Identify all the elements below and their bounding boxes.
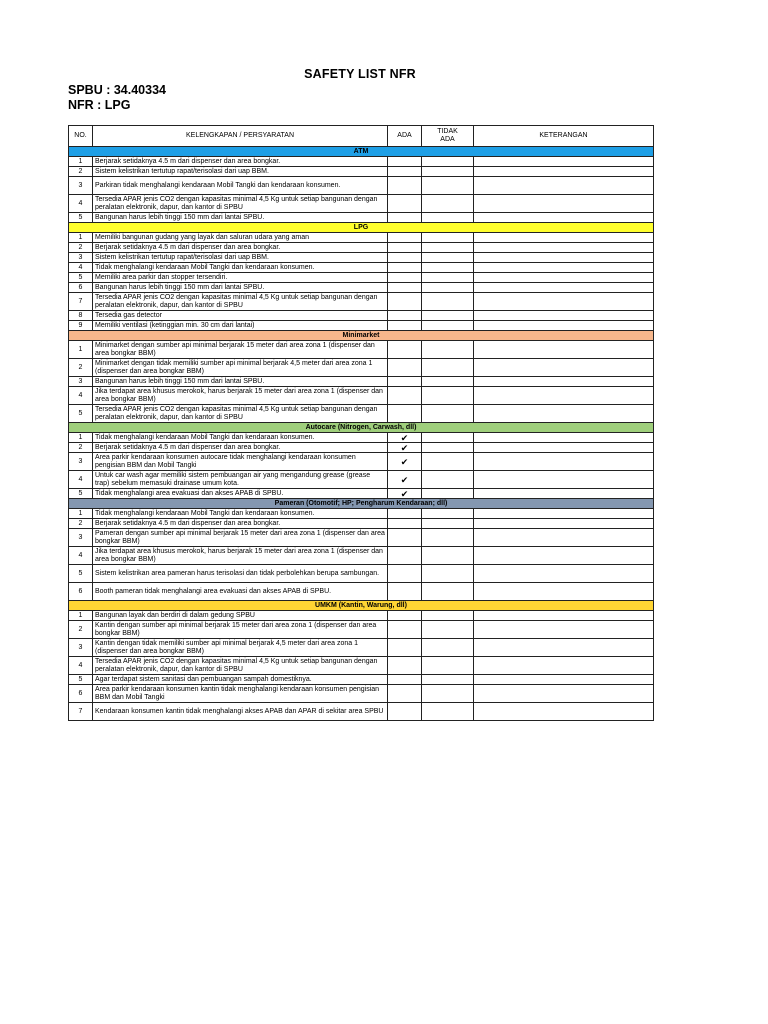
- table-row: [69, 233, 654, 243]
- table-row: [69, 167, 654, 177]
- table-row: [69, 453, 654, 471]
- section-title: Autocare (Nitrogen, Carwash, dll): [69, 423, 654, 433]
- row-number: 4: [69, 387, 93, 405]
- keterangan-cell: [474, 703, 654, 721]
- keterangan-cell: [474, 273, 654, 283]
- tidak-ada-cell: [422, 433, 474, 443]
- ada-cell: [388, 177, 422, 195]
- keterangan-cell: [474, 233, 654, 243]
- section-title: LPG: [69, 223, 654, 233]
- tidak-ada-cell: [422, 341, 474, 359]
- table-row: [69, 433, 654, 443]
- ada-cell: [388, 195, 422, 213]
- keterangan-cell: [474, 433, 654, 443]
- header-ada: ADA: [388, 126, 422, 147]
- ada-cell: [388, 611, 422, 621]
- row-requirement: Berjarak setidaknya 4.5 m dari dispenser dan area bongkar.: [93, 243, 388, 253]
- table-row: [69, 283, 654, 293]
- keterangan-cell: [474, 657, 654, 675]
- keterangan-cell: [474, 471, 654, 489]
- ada-cell: [388, 685, 422, 703]
- row-number: 3: [69, 177, 93, 195]
- row-number: 2: [69, 519, 93, 529]
- ada-cell: [388, 273, 422, 283]
- tidak-ada-cell: [422, 443, 474, 453]
- keterangan-cell: [474, 639, 654, 657]
- row-requirement: Area parkir kendaraan konsumen autocare tidak menghalangi kendaraan konsumen pengisian BBM dan Mobil Tangki: [93, 453, 388, 471]
- tidak-ada-cell: [422, 675, 474, 685]
- row-requirement: Memiliki area parkir dan stopper tersendiri.: [93, 273, 388, 283]
- row-number: 1: [69, 233, 93, 243]
- row-number: 5: [69, 675, 93, 685]
- spbu-number: SPBU : 34.40334: [68, 83, 166, 97]
- table-row: [69, 387, 654, 405]
- tidak-ada-cell: [422, 405, 474, 423]
- section-header-row: [69, 223, 654, 233]
- row-requirement: Sistem kelistrikan tertutup rapat/terisolasi dari uap BBM.: [93, 167, 388, 177]
- header-no: NO.: [69, 126, 93, 147]
- tidak-ada-cell: [422, 529, 474, 547]
- table-body: [69, 147, 654, 721]
- row-requirement: Tidak menghalangi area evakuasi dan akses APAB di SPBU.: [93, 489, 388, 499]
- ada-cell: [388, 293, 422, 311]
- keterangan-cell: [474, 311, 654, 321]
- tidak-ada-cell: [422, 565, 474, 583]
- keterangan-cell: [474, 293, 654, 311]
- row-number: 1: [69, 157, 93, 167]
- keterangan-cell: [474, 243, 654, 253]
- section-title: Pameran (Otomotif; HP; Pengharum Kendaraan; dll): [69, 499, 654, 509]
- ada-cell: [388, 489, 422, 499]
- safety-checklist-table: [68, 125, 654, 721]
- keterangan-cell: [474, 253, 654, 263]
- keterangan-cell: [474, 157, 654, 167]
- row-number: 3: [69, 253, 93, 263]
- row-requirement: Memiliki bangunan gudang yang layak dan saluran udara yang aman: [93, 233, 388, 243]
- tidak-ada-cell: [422, 639, 474, 657]
- row-number: 5: [69, 273, 93, 283]
- ada-cell: [388, 341, 422, 359]
- keterangan-cell: [474, 263, 654, 273]
- ada-cell: [388, 263, 422, 273]
- row-number: 2: [69, 167, 93, 177]
- table-row: [69, 177, 654, 195]
- header-requirement: KELENGKAPAN / PERSYARATAN: [93, 126, 388, 147]
- keterangan-cell: [474, 675, 654, 685]
- table-row: [69, 195, 654, 213]
- keterangan-cell: [474, 377, 654, 387]
- ada-cell: [388, 233, 422, 243]
- table-row: [69, 529, 654, 547]
- tidak-ada-cell: [422, 489, 474, 499]
- row-requirement: Minimarket dengan sumber api minimal berjarak 15 meter dari area zona 1 (dispenser dan area bongkar BBM): [93, 341, 388, 359]
- table-row: [69, 675, 654, 685]
- row-number: 4: [69, 471, 93, 489]
- row-requirement: Memiliki ventilasi (ketinggian min. 30 cm dari lantai): [93, 321, 388, 331]
- tidak-ada-cell: [422, 509, 474, 519]
- row-number: 6: [69, 685, 93, 703]
- row-requirement: Tidak menghalangi kendaraan Mobil Tangki dan kendaraan konsumen.: [93, 509, 388, 519]
- keterangan-cell: [474, 621, 654, 639]
- checkmark-icon: ✔: [400, 474, 409, 485]
- row-number: 7: [69, 293, 93, 311]
- row-number: 5: [69, 213, 93, 223]
- checkmark-icon: ✔: [400, 488, 409, 499]
- row-number: 2: [69, 621, 93, 639]
- ada-cell: [388, 639, 422, 657]
- tidak-ada-cell: [422, 311, 474, 321]
- ada-cell: [388, 387, 422, 405]
- table-row: [69, 443, 654, 453]
- row-number: 1: [69, 341, 93, 359]
- tidak-ada-cell: [422, 321, 474, 331]
- row-requirement: Tersedia gas detector: [93, 311, 388, 321]
- row-requirement: Untuk car wash agar memiliki sistem pembuangan air yang mengandung grease (grease trap) sebelum memasuki drainase umum kota.: [93, 471, 388, 489]
- row-requirement: Kendaraan konsumen kantin tidak menghalangi akses APAB dan APAR di sekitar area SPBU: [93, 703, 388, 721]
- row-requirement: Booth pameran tidak menghalangi area evakuasi dan akses APAB di SPBU.: [93, 583, 388, 601]
- tidak-ada-cell: [422, 471, 474, 489]
- tidak-ada-cell: [422, 621, 474, 639]
- tidak-ada-cell: [422, 253, 474, 263]
- row-requirement: Jika terdapat area khusus merokok, harus berjarak 15 meter dari area zona 1 (dispenser dan area bongkar BBM): [93, 387, 388, 405]
- tidak-ada-cell: [422, 547, 474, 565]
- ada-cell: [388, 453, 422, 471]
- tidak-ada-cell: [422, 177, 474, 195]
- ada-cell: [388, 157, 422, 167]
- row-number: 2: [69, 243, 93, 253]
- row-requirement: Sistem kelistrikan tertutup rapat/terisolasi dari uap BBM.: [93, 253, 388, 263]
- ada-cell: [388, 621, 422, 639]
- keterangan-cell: [474, 453, 654, 471]
- row-number: 2: [69, 359, 93, 377]
- row-number: 3: [69, 529, 93, 547]
- table-row: [69, 213, 654, 223]
- table-row: [69, 405, 654, 423]
- tidak-ada-cell: [422, 195, 474, 213]
- keterangan-cell: [474, 509, 654, 519]
- table-row: [69, 489, 654, 499]
- document-title: SAFETY LIST NFR: [304, 67, 416, 81]
- ada-cell: [388, 703, 422, 721]
- ada-cell: [388, 547, 422, 565]
- row-requirement: Parkiran tidak menghalangi kendaraan Mobil Tangki dan kendaraan konsumen.: [93, 177, 388, 195]
- tidak-ada-cell: [422, 685, 474, 703]
- tidak-ada-cell: [422, 243, 474, 253]
- tidak-ada-cell: [422, 387, 474, 405]
- ada-cell: [388, 377, 422, 387]
- row-number: 8: [69, 311, 93, 321]
- row-number: 5: [69, 565, 93, 583]
- nfr-type: NFR : LPG: [68, 98, 131, 112]
- row-requirement: Berjarak setidaknya 4.5 m dari dispenser dan area bongkar.: [93, 519, 388, 529]
- table-row: [69, 341, 654, 359]
- row-number: 4: [69, 657, 93, 675]
- tidak-ada-cell: [422, 213, 474, 223]
- row-requirement: Kantin dengan tidak memiliki sumber api minimal berjarak 4,5 meter dari area zona 1 (dispenser dan area bongkar BBM): [93, 639, 388, 657]
- row-requirement: Tidak menghalangi kendaraan Mobil Tangki dan kendaraan konsumen.: [93, 263, 388, 273]
- row-number: 3: [69, 377, 93, 387]
- row-requirement: Berjarak setidaknya 4.5 m dari dispenser dan area bongkar.: [93, 157, 388, 167]
- keterangan-cell: [474, 321, 654, 331]
- section-header-row: [69, 601, 654, 611]
- section-header-row: [69, 499, 654, 509]
- keterangan-cell: [474, 583, 654, 601]
- ada-cell: [388, 675, 422, 685]
- table-row: [69, 685, 654, 703]
- ada-cell: [388, 253, 422, 263]
- ada-cell: [388, 243, 422, 253]
- ada-cell: [388, 529, 422, 547]
- tidak-ada-cell: [422, 359, 474, 377]
- tidak-ada-cell: [422, 611, 474, 621]
- keterangan-cell: [474, 489, 654, 499]
- table-row: [69, 611, 654, 621]
- header-keterangan: KETERANGAN: [474, 126, 654, 147]
- section-header-row: [69, 147, 654, 157]
- tidak-ada-cell: [422, 263, 474, 273]
- table-row: [69, 273, 654, 283]
- row-number: 1: [69, 509, 93, 519]
- row-number: 6: [69, 583, 93, 601]
- ada-cell: [388, 167, 422, 177]
- ada-cell: [388, 443, 422, 453]
- keterangan-cell: [474, 405, 654, 423]
- keterangan-cell: [474, 529, 654, 547]
- row-requirement: Sistem kelistrikan area pameran harus terisolasi dan tidak perbolehkan berupa sambungan.: [93, 565, 388, 583]
- keterangan-cell: [474, 195, 654, 213]
- keterangan-cell: [474, 177, 654, 195]
- row-requirement: Bangunan harus lebih tinggi 150 mm dari lantai SPBU.: [93, 283, 388, 293]
- keterangan-cell: [474, 611, 654, 621]
- ada-cell: [388, 283, 422, 293]
- table-row: [69, 359, 654, 377]
- ada-cell: [388, 433, 422, 443]
- tidak-ada-cell: [422, 703, 474, 721]
- tidak-ada-cell: [422, 233, 474, 243]
- ada-cell: [388, 405, 422, 423]
- header-tidak-ada: TIDAK ADA: [422, 126, 474, 147]
- row-number: 1: [69, 433, 93, 443]
- table-row: [69, 519, 654, 529]
- table-row: [69, 243, 654, 253]
- section-header-row: [69, 423, 654, 433]
- tidak-ada-cell: [422, 657, 474, 675]
- table-row: [69, 621, 654, 639]
- table-row: [69, 157, 654, 167]
- ada-cell: [388, 213, 422, 223]
- keterangan-cell: [474, 283, 654, 293]
- keterangan-cell: [474, 685, 654, 703]
- row-requirement: Bangunan harus lebih tinggi 150 mm dari lantai SPBU.: [93, 213, 388, 223]
- tidak-ada-cell: [422, 273, 474, 283]
- row-requirement: Berjarak setidaknya 4.5 m dari dispenser dan area bongkar.: [93, 443, 388, 453]
- ada-cell: [388, 657, 422, 675]
- table-row: [69, 471, 654, 489]
- checkmark-icon: ✔: [400, 432, 409, 443]
- section-title: UMKM (Kantin, Warung, dll): [69, 601, 654, 611]
- ada-cell: [388, 471, 422, 489]
- tidak-ada-cell: [422, 157, 474, 167]
- checkmark-icon: ✔: [400, 442, 409, 453]
- table-row: [69, 657, 654, 675]
- row-number: 4: [69, 195, 93, 213]
- keterangan-cell: [474, 167, 654, 177]
- ada-cell: [388, 583, 422, 601]
- table-row: [69, 583, 654, 601]
- row-requirement: Pameran dengan sumber api minimal berjarak 15 meter dari area zona 1 (dispenser dan area bongkar BBM): [93, 529, 388, 547]
- row-number: 4: [69, 263, 93, 273]
- row-requirement: Jika terdapat area khusus merokok, harus berjarak 15 meter dari area zona 1 (dispenser dan area bongkar BBM): [93, 547, 388, 565]
- tidak-ada-cell: [422, 167, 474, 177]
- ada-cell: [388, 519, 422, 529]
- table-row: [69, 509, 654, 519]
- keterangan-cell: [474, 341, 654, 359]
- keterangan-cell: [474, 519, 654, 529]
- row-requirement: Kantin dengan sumber api minimal berjarak 15 meter dari area zona 1 (dispenser dan area bongkar BBM): [93, 621, 388, 639]
- section-title: ATM: [69, 147, 654, 157]
- row-number: 3: [69, 453, 93, 471]
- table-row: [69, 547, 654, 565]
- keterangan-cell: [474, 359, 654, 377]
- keterangan-cell: [474, 387, 654, 405]
- ada-cell: [388, 311, 422, 321]
- row-requirement: Minimarket dengan tidak memiliki sumber api minimal berjarak 4,5 meter dari area zona 1 (dispenser dan area bongkar BBM): [93, 359, 388, 377]
- row-number: 6: [69, 283, 93, 293]
- table-header-row: [69, 126, 654, 147]
- ada-cell: [388, 565, 422, 583]
- row-requirement: Tersedia APAR jenis CO2 dengan kapasitas minimal 4,5 Kg untuk setiap bangunan dengan peralatan elektronik, dapur, dan kantor di SPBU: [93, 657, 388, 675]
- row-number: 2: [69, 443, 93, 453]
- row-number: 5: [69, 405, 93, 423]
- row-requirement: Tersedia APAR jenis CO2 dengan kapasitas minimal 4,5 Kg untuk setiap bangunan dengan peralatan elektronik, dapur, dan kantor di SPBU: [93, 405, 388, 423]
- row-requirement: Bangunan layak dan berdiri di dalam gedung SPBU: [93, 611, 388, 621]
- tidak-ada-cell: [422, 519, 474, 529]
- row-requirement: Tersedia APAR jenis CO2 dengan kapasitas minimal 4,5 Kg untuk setiap bangunan dengan peralatan elektronik, dapur, dan kantor di SPBU: [93, 195, 388, 213]
- ada-cell: [388, 321, 422, 331]
- row-number: 1: [69, 611, 93, 621]
- row-requirement: Tersedia APAR jenis CO2 dengan kapasitas minimal 4,5 Kg untuk setiap bangunan dengan peralatan elektronik, dapur, dan kantor di SPBU: [93, 293, 388, 311]
- section-header-row: [69, 331, 654, 341]
- keterangan-cell: [474, 547, 654, 565]
- tidak-ada-cell: [422, 583, 474, 601]
- row-requirement: Agar terdapat sistem sanitasi dan pembuangan sampah domestiknya.: [93, 675, 388, 685]
- row-number: 5: [69, 489, 93, 499]
- tidak-ada-cell: [422, 283, 474, 293]
- row-number: 7: [69, 703, 93, 721]
- table-row: [69, 703, 654, 721]
- section-title: Minimarket: [69, 331, 654, 341]
- table-row: [69, 565, 654, 583]
- keterangan-cell: [474, 213, 654, 223]
- row-number: 4: [69, 547, 93, 565]
- ada-cell: [388, 509, 422, 519]
- table-row: [69, 639, 654, 657]
- tidak-ada-cell: [422, 377, 474, 387]
- row-number: 9: [69, 321, 93, 331]
- row-number: 3: [69, 639, 93, 657]
- tidak-ada-cell: [422, 293, 474, 311]
- table-row: [69, 377, 654, 387]
- table-row: [69, 311, 654, 321]
- table-row: [69, 293, 654, 311]
- keterangan-cell: [474, 565, 654, 583]
- table-row: [69, 263, 654, 273]
- row-requirement: Area parkir kendaraan konsumen kantin tidak menghalangi kendaraan konsumen pengisian BBM dan Mobil Tangki: [93, 685, 388, 703]
- ada-cell: [388, 359, 422, 377]
- tidak-ada-cell: [422, 453, 474, 471]
- keterangan-cell: [474, 443, 654, 453]
- checkmark-icon: ✔: [400, 456, 409, 467]
- row-requirement: Bangunan harus lebih tinggi 150 mm dari lantai SPBU.: [93, 377, 388, 387]
- table-row: [69, 321, 654, 331]
- table-row: [69, 253, 654, 263]
- row-requirement: Tidak menghalangi kendaraan Mobil Tangki dan kendaraan konsumen.: [93, 433, 388, 443]
